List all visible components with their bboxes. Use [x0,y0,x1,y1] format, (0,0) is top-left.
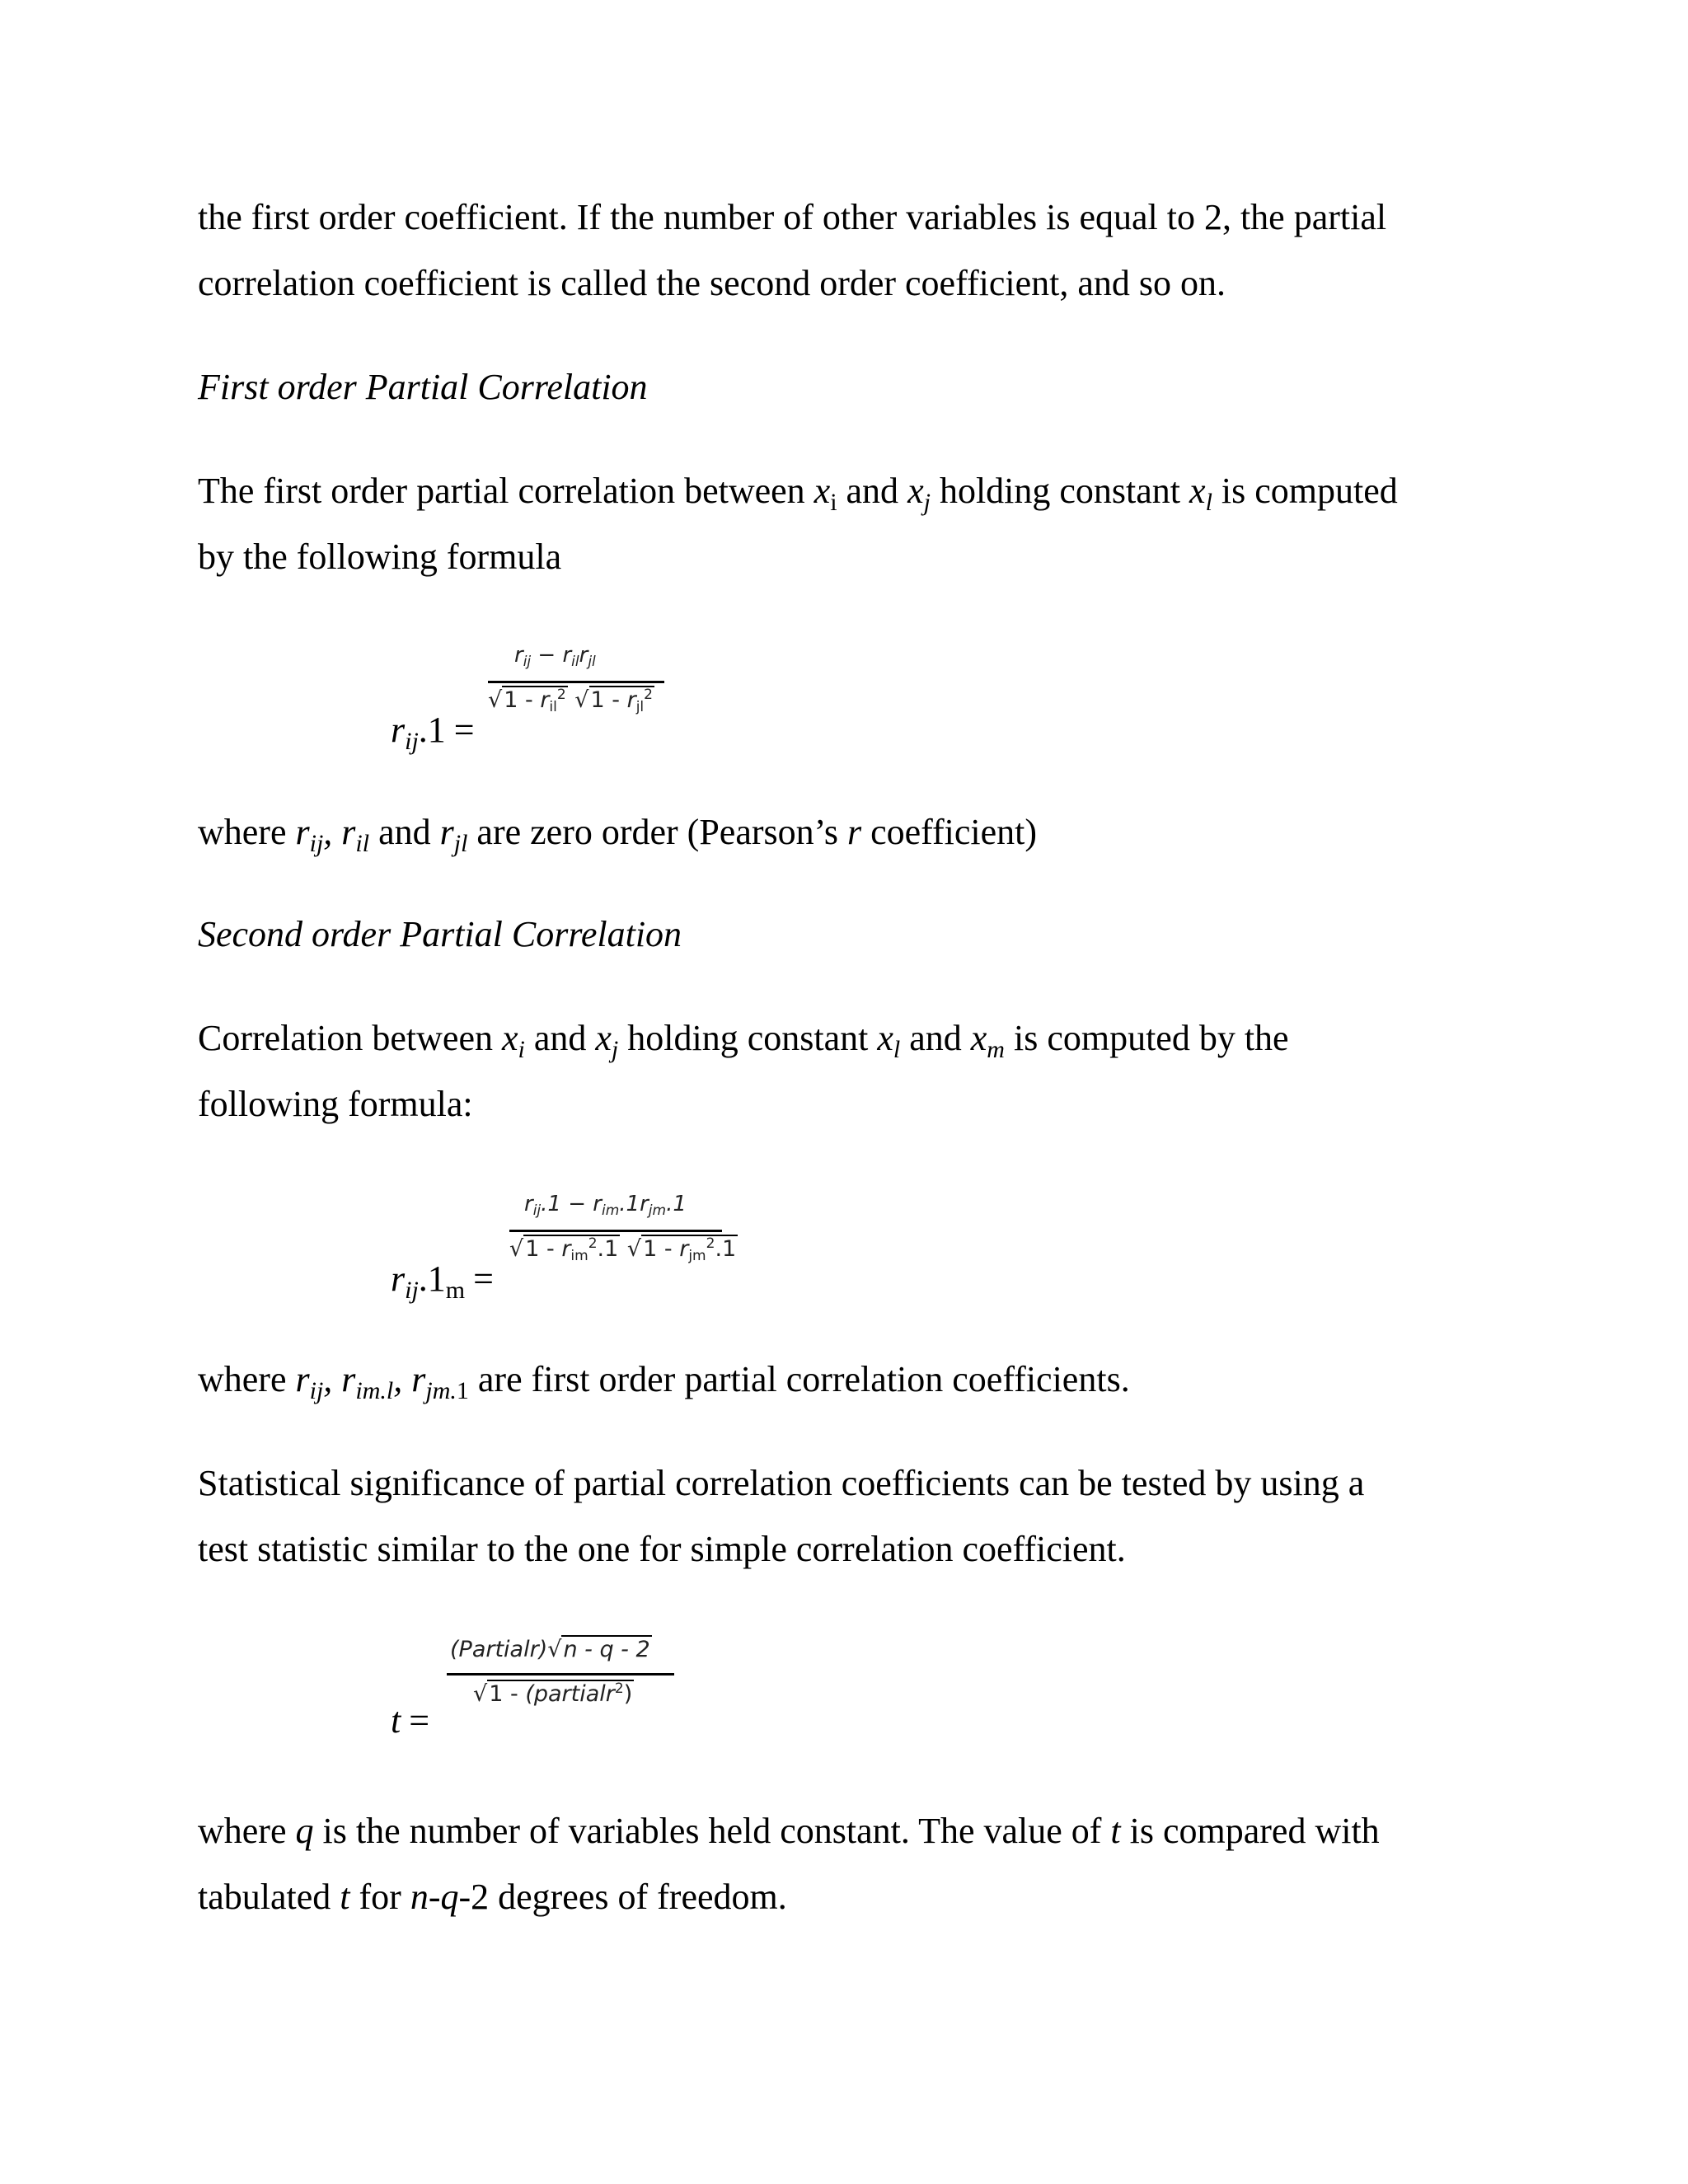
math-subscript: j [923,489,931,516]
text-run: Correlation between [198,1018,502,1058]
math-text: .1 [418,1258,446,1299]
text-run: tabulated [198,1877,340,1917]
equals-sign: = [409,1700,430,1741]
math-subscript: i [518,1036,525,1063]
formula-numerator: $r_{ij}.1 - r_{im}.1r_{jm}.1$ [524,1192,687,1219]
section-heading-second-order: Second order Partial Correlation [198,914,682,954]
math-subscript: ij [309,1377,324,1404]
text-run: , [323,1359,342,1399]
body-text-line: following formula: [198,1084,473,1124]
math-variable: t [1110,1811,1121,1851]
body-text-line: by the following formula [198,537,562,577]
body-text-line [198,1808,1380,1854]
formula-image-second-order [504,1192,737,1291]
text-run: is the number of variables held constant. The value of [313,1811,1111,1851]
formula-lhs-second-order [391,1256,494,1302]
math-variable: x [501,1018,518,1058]
math-variable: x [877,1018,893,1058]
text-run: is computed [1212,471,1398,511]
math-subscript-part: jm. [425,1377,457,1404]
math-variable: r [439,812,454,852]
math-variable: t [391,1700,401,1741]
formula-numerator: (Partialr)√n - q - 2 [450,1637,650,1662]
text-run: and [524,1018,596,1058]
formula-denominator: $√1 - r_{il}^2$ $√1 - r_{jl}^2$ [488,687,653,715]
math-subscript: m [987,1036,1005,1063]
text-run: are first order partial correlation coefficients. [468,1359,1130,1399]
body-text-line: the first order coefficient. If the number of other variables is equal to 2, the partial [198,197,1387,237]
math-variable: x [907,471,924,511]
body-text-line [198,809,1037,855]
math-variable: r [341,1359,356,1399]
math-subscript: jl [453,830,468,857]
math-variable: r [846,812,862,852]
body-text-line [198,1015,1289,1062]
formula-numerator: $r_{ij} - r_{il}r_{jl}$ [514,643,596,670]
math-variable: x [595,1018,612,1058]
math-variable: r [341,812,356,852]
text-run: , [323,812,342,852]
math-variable: r [391,710,406,750]
math-subscript: ij [309,830,324,857]
math-variable: t [340,1877,350,1917]
formula-denominator: √1 - (partialr$^2$) [473,1680,633,1707]
math-variable: r [295,1359,310,1399]
formula-lhs-first-order [391,707,475,753]
math-subscript [425,1377,469,1404]
body-text-line [198,468,1398,514]
math-variable: r [391,1258,406,1299]
body-text-line: Statistical significance of partial correlation coefficients can be tested by using a [198,1463,1365,1503]
text-run: where [198,1811,296,1851]
text-run: coefficient) [861,812,1038,852]
formula-denominator: $√1 - r_{im}^2.1$ $√1 - r_{jm}^2.1$ [509,1235,737,1264]
text-run: and [837,471,908,511]
text-run: -2 degrees of freedom. [458,1877,787,1917]
text-run: holding constant [618,1018,878,1058]
math-variable: r [295,812,310,852]
math-variable: x [970,1018,987,1058]
math-variable: x [1189,471,1206,511]
body-text-line [198,1874,787,1920]
math-subscript: il [355,830,370,857]
text-run: and [900,1018,971,1058]
text-run: , [393,1359,412,1399]
formula-image-t-statistic [447,1635,678,1734]
body-text-line: test statistic similar to the one for simple correlation coefficient. [198,1529,1126,1569]
math-text: .1 [418,710,446,750]
text-run: - [428,1877,441,1917]
text-run: for [349,1877,410,1917]
text-run: is computed by the [1004,1018,1289,1058]
math-subscript: l [1205,489,1212,516]
equals-sign: = [453,710,475,750]
math-subscript: ij [405,1277,419,1304]
math-variable: x [814,471,831,511]
math-subscript: l [893,1036,901,1063]
text-run: and [369,812,440,852]
text-run: are zero order (Pearson’s [467,812,847,852]
section-heading-first-order: First order Partial Correlation [198,367,648,407]
fraction-bar [488,681,664,683]
equals-sign: = [473,1258,494,1299]
math-variable: r [411,1359,426,1399]
math-variable: q [295,1811,314,1851]
body-text-line: correlation coefficient is called the second order coefficient, and so on. [198,263,1226,303]
math-variable: n [410,1877,429,1917]
math-subscript: i [830,489,837,516]
text-run: where [198,812,296,852]
math-subscript: m [445,1277,466,1304]
math-subscript-part: 1 [456,1377,469,1404]
math-subscript: ij [405,728,419,755]
math-subscript: im.l [355,1377,394,1404]
body-text-line [198,1357,1130,1403]
formula-lhs-t [391,1698,429,1744]
text-run: holding constant [930,471,1190,511]
fraction-bar [447,1673,674,1675]
text-run: The first order partial correlation between [198,471,814,511]
math-subscript: j [611,1036,619,1063]
math-variable: q [440,1877,459,1917]
text-run: is compared with [1120,1811,1380,1851]
fraction-bar [509,1230,722,1232]
text-run: where [198,1359,296,1399]
formula-image-first-order [478,643,668,742]
